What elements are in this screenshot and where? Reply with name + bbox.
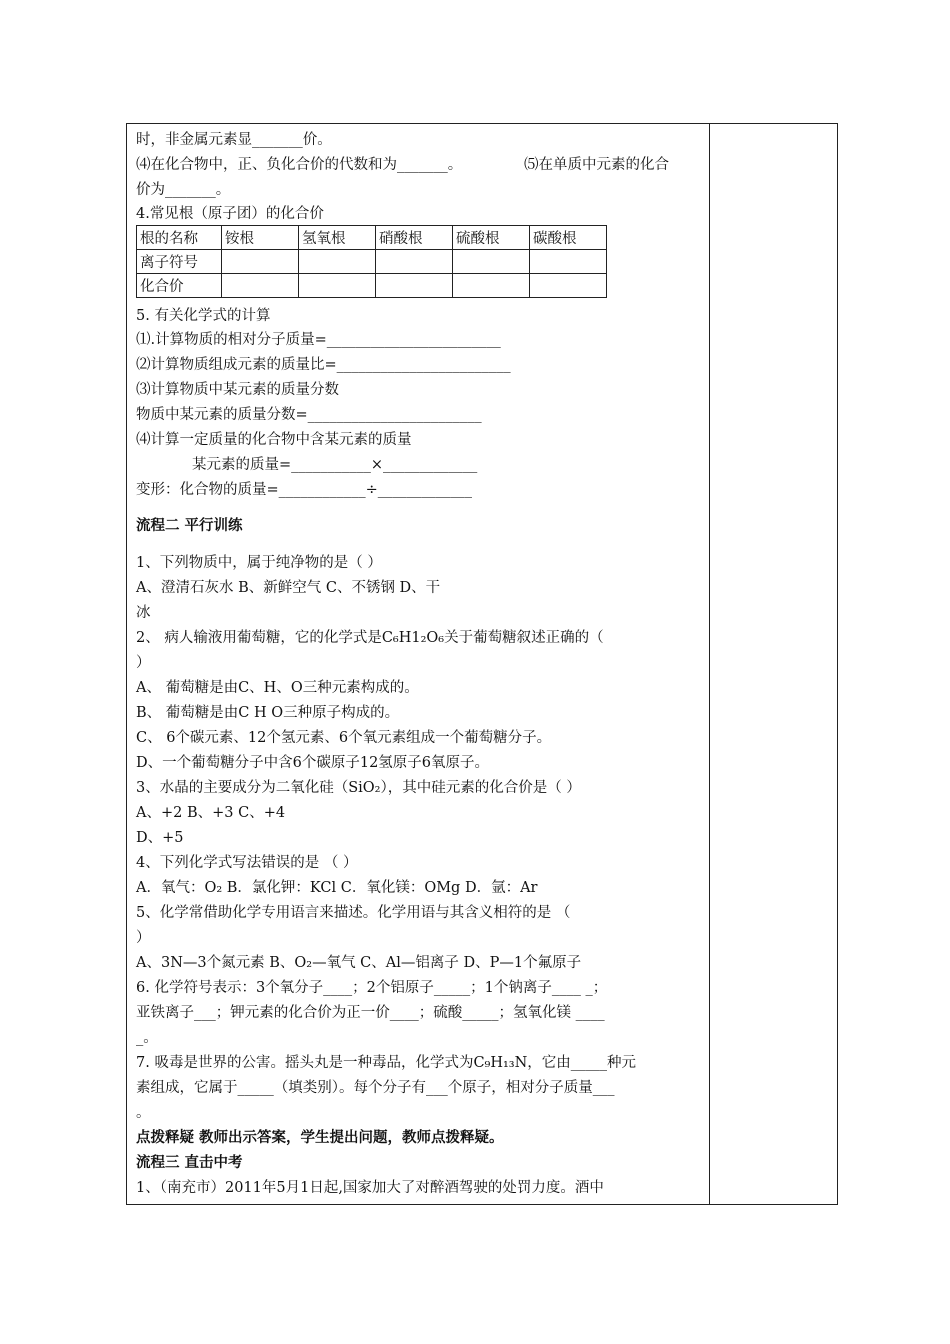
text-line: 物质中某元素的质量分数=________________________ [136,407,482,423]
text-line: 变形：化合物的质量=____________÷_____________ [136,482,473,498]
table-cell[interactable] [530,274,607,298]
text-line: ⑷计算一定质量的化合物中含某元素的质量 [136,432,412,448]
table-cell[interactable] [299,274,376,298]
text-line: ⑷在化合物中，正、负化合价的代数和为_______。 [136,157,463,173]
table-cell: 离子符号 [137,250,222,274]
table-cell[interactable] [376,250,453,274]
question-line: ） [136,930,151,946]
radical-valence-table [136,225,607,298]
question-line: 亚铁离子___；钾元素的化合价为正一价____；硫酸_____；氢氧化镁 ____ [136,1005,605,1021]
question-line: 7. 吸毒是世界的公害。摇头丸是一种毒品，化学式为C₉H₁₃N，它由_____种元 [136,1055,637,1071]
worksheet-frame [126,123,838,1205]
question-line: A、澄清石灰水 B、新鲜空气 C、不锈钢 D、干 [136,580,441,596]
table-cell[interactable] [299,250,376,274]
question-line: 。 [136,1105,151,1121]
question-line: A、+2 B、+3 C、+4 [136,805,286,821]
text-line: 某元素的质量=___________×_____________ [192,457,478,473]
question-line: D、一个葡萄糖分子中含6个碳原子12氢原子6氧原子。 [136,755,490,771]
text-line: ⑸在单质中元素的化合 [524,157,669,173]
table-row [137,274,607,298]
question-line: 1、（南充市）2011年5月1日起,国家加大了对醉酒驾驶的处罚力度。酒中 [136,1180,604,1196]
question-line: 冰 [136,605,151,621]
question-line: ） [136,655,151,671]
table-row [137,250,607,274]
table-cell: 化合价 [137,274,222,298]
table-cell: 硝酸根 [376,226,453,250]
text-line: 5. 有关化学式的计算 [136,308,271,324]
question-line: 5、化学常借助化学专用语言来描述。化学用语与其含义相符的是 （ [136,905,571,921]
question-line: 4、下列化学式写法错误的是 （ ） [136,855,358,871]
text-line: 价为_______。 [136,182,231,198]
table-cell[interactable] [453,274,530,298]
question-line: 素组成，它属于_____（填类别）。每个分子有___个原子，相对分子质量___ [136,1080,615,1096]
section-heading: 流程三 直击中考 [136,1154,243,1171]
table-cell[interactable] [376,274,453,298]
text-line: ⑵计算物质组成元素的质量比=________________________ [136,357,511,373]
question-line: _。 [136,1030,158,1046]
column-divider [709,124,710,1204]
table-cell: 碳酸根 [530,226,607,250]
table-row [137,226,607,250]
table-cell[interactable] [453,250,530,274]
text-line: 时，非金属元素显_______价。 [136,132,332,148]
question-line: 1、下列物质中，属于纯净物的是（ ） [136,555,382,571]
question-line: 2、 病人输液用葡萄糖，它的化学式是C₆H1₂O₆关于葡萄糖叙述正确的（ [136,630,604,646]
section-heading: 流程二 平行训练 [136,517,243,534]
table-cell: 硫酸根 [453,226,530,250]
table-cell: 根的名称 [137,226,222,250]
table-cell[interactable] [530,250,607,274]
question-line: 6. 化学符号表示：3个氧分子____；2个铝原子_____；1个钠离子____ _； [136,980,608,996]
question-line: 3、水晶的主要成分为二氧化硅（SiO₂），其中硅元素的化合价是（ ） [136,780,581,796]
question-line: A．氧气：O₂ B．氯化钾：KCl C．氧化镁：OMg D．氩：Ar [136,880,538,896]
text-line: ⑴.计算物质的相对分子质量=________________________ [136,332,501,348]
question-line: D、+5 [136,830,184,846]
question-line: C、 6个碳元素、12个氢元素、6个氧元素组成一个葡萄糖分子。 [136,730,552,746]
table-cell: 铵根 [222,226,299,250]
text-line: ⑶计算物质中某元素的质量分数 [136,382,339,398]
table-cell[interactable] [222,274,299,298]
table-cell[interactable] [222,250,299,274]
question-line: B、 葡萄糖是由C H O三种原子构成的。 [136,705,400,721]
question-line: A、 葡萄糖是由C、H、O三种元素构成的。 [136,680,419,696]
question-line: A、3N—3个氮元素 B、O₂—氧气 C、Al—铝离子 D、P—1个氟原子 [136,955,582,971]
table-cell: 氢氧根 [299,226,376,250]
text-line: 4.常见根（原子团）的化合价 [136,206,324,222]
tips-heading: 点拨释疑 教师出示答案，学生提出问题，教师点拨释疑。 [136,1129,504,1146]
